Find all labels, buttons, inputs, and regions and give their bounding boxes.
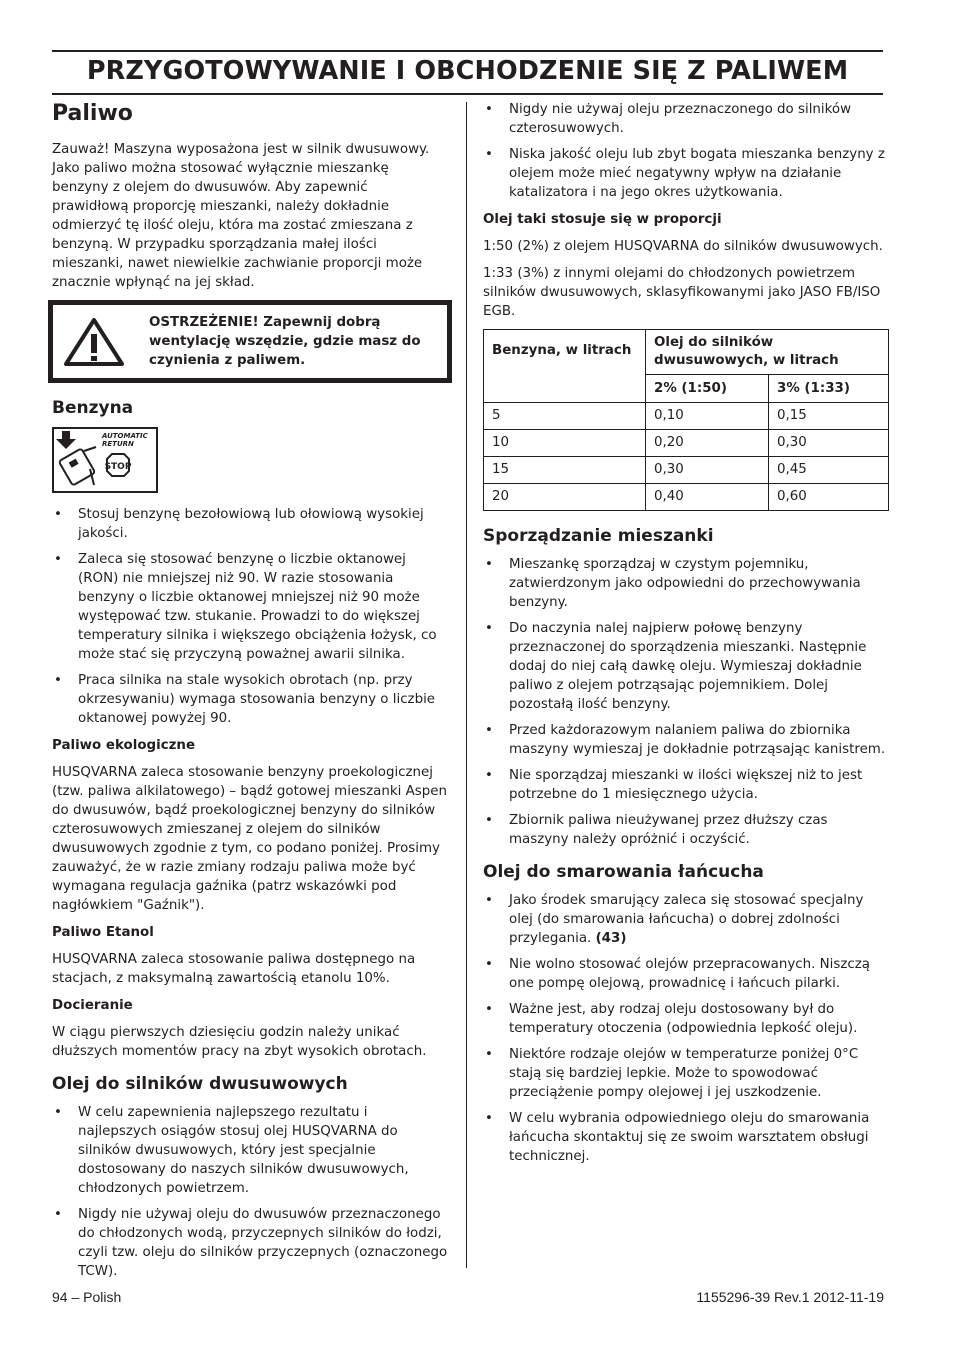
list-item: • Zaleca się stosować benzynę o liczbie oktanowej (RON) nie mniejszej niż 90. W razie stosowania benzyny o liczbie oktanowej mniejszej niż 90 może występować tzw. stukanie. Prowadzi to do większej temperatury silnika i większego obciążenia łożysk, co może stać się przyczyną poważnej awarii silnika. (54, 552, 437, 662)
bullet-icon: • (54, 552, 62, 567)
ratio-2: 1:33 (3%) z innymi olejami do chłodzonych powietrzem silników dwusuwowych, sklasyfikowanymi jako JASO FB/ISO EGB. (483, 266, 881, 319)
list-item: • Stosuj benzynę bezołowiową lub ołowiową wysokiej jakości. (54, 507, 424, 541)
mix-list (483, 555, 888, 849)
table-row (484, 484, 889, 511)
table-cell: 0,45 (769, 457, 889, 484)
bullet-icon: • (485, 557, 493, 572)
table-cell: 5 (484, 403, 646, 430)
left-column (52, 100, 448, 1289)
chain-list (483, 891, 888, 1166)
top-rule (52, 50, 883, 52)
fuel-pictogram (54, 429, 156, 491)
table-header-cell: 3% (1:33) (769, 375, 889, 403)
list-item: • Przed każdorazowym nalaniem paliwa do zbiornika maszyny wymieszaj je dokładnie potrząsając kanistrem. (485, 723, 886, 757)
list-item: • Do naczynia nalej najpierw połowę benzyny przeznaczonej do sporządzenia mieszanki. Następnie dodaj do niej całą dawkę oleju. Wymieszaj dokładnie paliwo z olejem potrząsając pojemnikiem. Dolej pozostałą ilość benzyny. (485, 621, 867, 712)
bullet-icon: • (54, 673, 62, 688)
table-header-row (484, 330, 889, 375)
page-title: PRZYGOTOWYWANIE I OBCHODZENIE SIĘ Z PALIWEM (86, 56, 849, 86)
table-cell: 0,20 (646, 430, 769, 457)
section-heading-sporzadzanie: Sporządzanie mieszanki (483, 526, 714, 546)
list-item: • Zbiornik paliwa nieużywanej przez dłuższy czas maszyny należy opróżnić i oczyścić. (485, 813, 828, 847)
list-item: • W celu wybrania odpowiedniego oleju do smarowania łańcucha skontaktuj się ze swoim warsztatem obsługi technicznej. (485, 1111, 870, 1164)
table-cell: 10 (484, 430, 646, 457)
table-row (484, 430, 889, 457)
bullet-icon: • (485, 723, 493, 738)
bullet-icon: • (485, 147, 493, 162)
section-heading-paliwo: Paliwo (52, 101, 133, 126)
list-item: • W celu zapewnienia najlepszego rezultatu i najlepszych osiągów stosuj olej HUSQVARNA do silników dwusuwowych, który jest specjalnie dostosowany do naszych silników dwusuwowych, chłodzonych powietrzem. (54, 1105, 409, 1196)
list-item: • Mieszankę sporządzaj w czystym pojemniku, zatwierdzonym jako odpowiedni do przechowywania benzyny. (485, 557, 861, 610)
page-number: 94 – Polish (52, 1289, 122, 1305)
table-row (484, 457, 889, 484)
subheading-proporcja: Olej taki stosuje się w proporcji (483, 212, 722, 227)
warning-text: OSTRZEŻENIE! Zapewnij dobrą wentylację wszędzie, gdzie masz do czynienia z paliwem. (149, 315, 421, 368)
bullet-icon: • (485, 957, 493, 972)
table-cell: 0,40 (646, 484, 769, 511)
list-item: • Praca silnika na stale wysokich obrotach (np. przy okrzesywaniu) wymaga stosowania benzyny o liczbie oktanowej powyżej 90. (54, 673, 436, 726)
subheading-paliwo-ekologiczne: Paliwo ekologiczne (52, 738, 196, 753)
list-item: • Niektóre rodzaje olejów w temperaturze poniżej 0°C stają się bardziej lepkie. Może to spowodować przeciążenie pompy olejowej i jej uszkodzenie. (485, 1047, 859, 1100)
list-item: • Nigdy nie używaj oleju do dwusuwów przeznaczonego do chłodzonych wodą, przyczepnych silników do łodzi, czyli tzw. oleju do silników przyczepnych (oznaczonego TCW). (54, 1207, 448, 1279)
table-header-cell: Olej do silników dwusuwowych, w litrach (646, 330, 889, 375)
table-cell: 0,30 (646, 457, 769, 484)
warning-triangle-icon (63, 317, 125, 367)
stop-label: STOP (104, 462, 132, 472)
bullet-icon: • (485, 1111, 493, 1126)
list-item: • Ważne jest, aby rodzaj oleju dostosowany był do temperatury otoczenia (odpowiednia lepkość oleju). (485, 1002, 858, 1036)
table-header-cell: Benzyna, w litrach (484, 330, 646, 403)
intro-paragraph: Zauważ! Maszyna wyposażona jest w silnik dwusuwowy. Jako paliwo można stosować wyłącznie mieszankę benzyny z olejem do dwusuwów. Aby zapewnić prawidłową proporcję mieszanki, należy dokładnie odmierzyć tę ilość oleju, która ma zostać zmieszana z benzyną. W przypadku sporządzania małej ilości mieszanki, nawet niewielkie zachwianie proporcji może znacznie wpłynąć na jej skład. (52, 142, 430, 290)
bullet-icon: • (54, 507, 62, 522)
subheading-paliwo-etanol: Paliwo Etanol (52, 925, 154, 940)
list-item: • Nigdy nie używaj oleju przeznaczonego do silników czterosuwowych. (485, 102, 852, 136)
bullet-icon: • (54, 1207, 62, 1222)
section-heading-olej-dwusuw: Olej do silników dwusuwowych (52, 1074, 348, 1094)
list-item: • Niska jakość oleju lub zbyt bogata mieszanka benzyny z olejem może mieć negatywny wpływ na działanie katalizatora i na jego okres użytkowania. (485, 147, 885, 200)
automatic-return-stop-icon (52, 427, 158, 493)
ratio-1: 1:50 (2%) z olejem HUSQVARNA do silników dwusuwowych. (483, 239, 883, 254)
section-heading-olej-lancuch: Olej do smarowania łańcucha (483, 862, 764, 882)
bullet-icon: • (485, 768, 493, 783)
benzyna-list (52, 505, 448, 728)
table-header-cell: 2% (1:50) (646, 375, 769, 403)
list-item: • Nie wolno stosować olejów przepracowanych. Niszczą one pompę olejową, prowadnicę i łańcuch pilarki. (485, 957, 870, 991)
automatic-label: AUTOMATIC (102, 432, 148, 440)
table-cell: 0,10 (646, 403, 769, 430)
etanol-paragraph: HUSQVARNA zaleca stosowanie paliwa dostępnego na stacjach, z maksymalną zawartością etanolu 10%. (52, 952, 416, 986)
right-column (483, 100, 888, 1174)
table-row (484, 403, 889, 430)
bullet-icon: • (485, 1047, 493, 1062)
list-item: • Jako środek smarujący zaleca się stosować specjalny olej (do smarowania łańcucha) o dobrej zdolności przylegania. (43) (485, 893, 864, 946)
oil-ratio-table (483, 329, 889, 511)
table-cell: 20 (484, 484, 646, 511)
title-underline (52, 93, 883, 95)
document-revision: 1155296-39 Rev.1 2012-11-19 (696, 1289, 884, 1305)
figure-reference: (43) (595, 931, 627, 946)
bullet-icon: • (485, 813, 493, 828)
oil2-list-continued (483, 100, 888, 202)
bullet-icon: • (485, 893, 493, 908)
table-cell: 0,15 (769, 403, 889, 430)
table-cell: 0,60 (769, 484, 889, 511)
docieranie-paragraph: W ciągu pierwszych dziesięciu godzin należy unikać dłuższych momentów pracy na zbyt wysokich obrotach. (52, 1025, 427, 1059)
bullet-icon: • (485, 621, 493, 636)
subheading-docieranie: Docieranie (52, 998, 133, 1013)
section-heading-benzyna: Benzyna (52, 398, 134, 418)
column-separator (466, 102, 467, 1268)
table-cell: 15 (484, 457, 646, 484)
eco-paragraph: HUSQVARNA zaleca stosowanie benzyny proekologicznej (tzw. paliwa alkilatowego) – bądź gotowej mieszanki Aspen do dwusuwów, bądź proekologicznej benzyny do silników czterosuwowych zmieszanej z olejem do silników dwusuwowych zgodnie z tym, co podano poniżej. Prosimy zauważyć, że w razie zmiany rodzaju paliwa może być wymagana regulacja gaźnika (patrz wskazówki pod nagłówkiem "Gaźnik"). (52, 765, 447, 913)
list-item: • Nie sporządzaj mieszanki w ilości większej niż to jest potrzebne do 1 miesięcznego użycia. (485, 768, 863, 802)
warning-box (48, 300, 452, 383)
bullet-icon: • (485, 102, 493, 117)
return-label: RETURN (102, 440, 134, 448)
table-cell: 0,30 (769, 430, 889, 457)
bullet-icon: • (54, 1105, 62, 1120)
oil2-list (52, 1103, 448, 1281)
bullet-icon: • (485, 1002, 493, 1017)
